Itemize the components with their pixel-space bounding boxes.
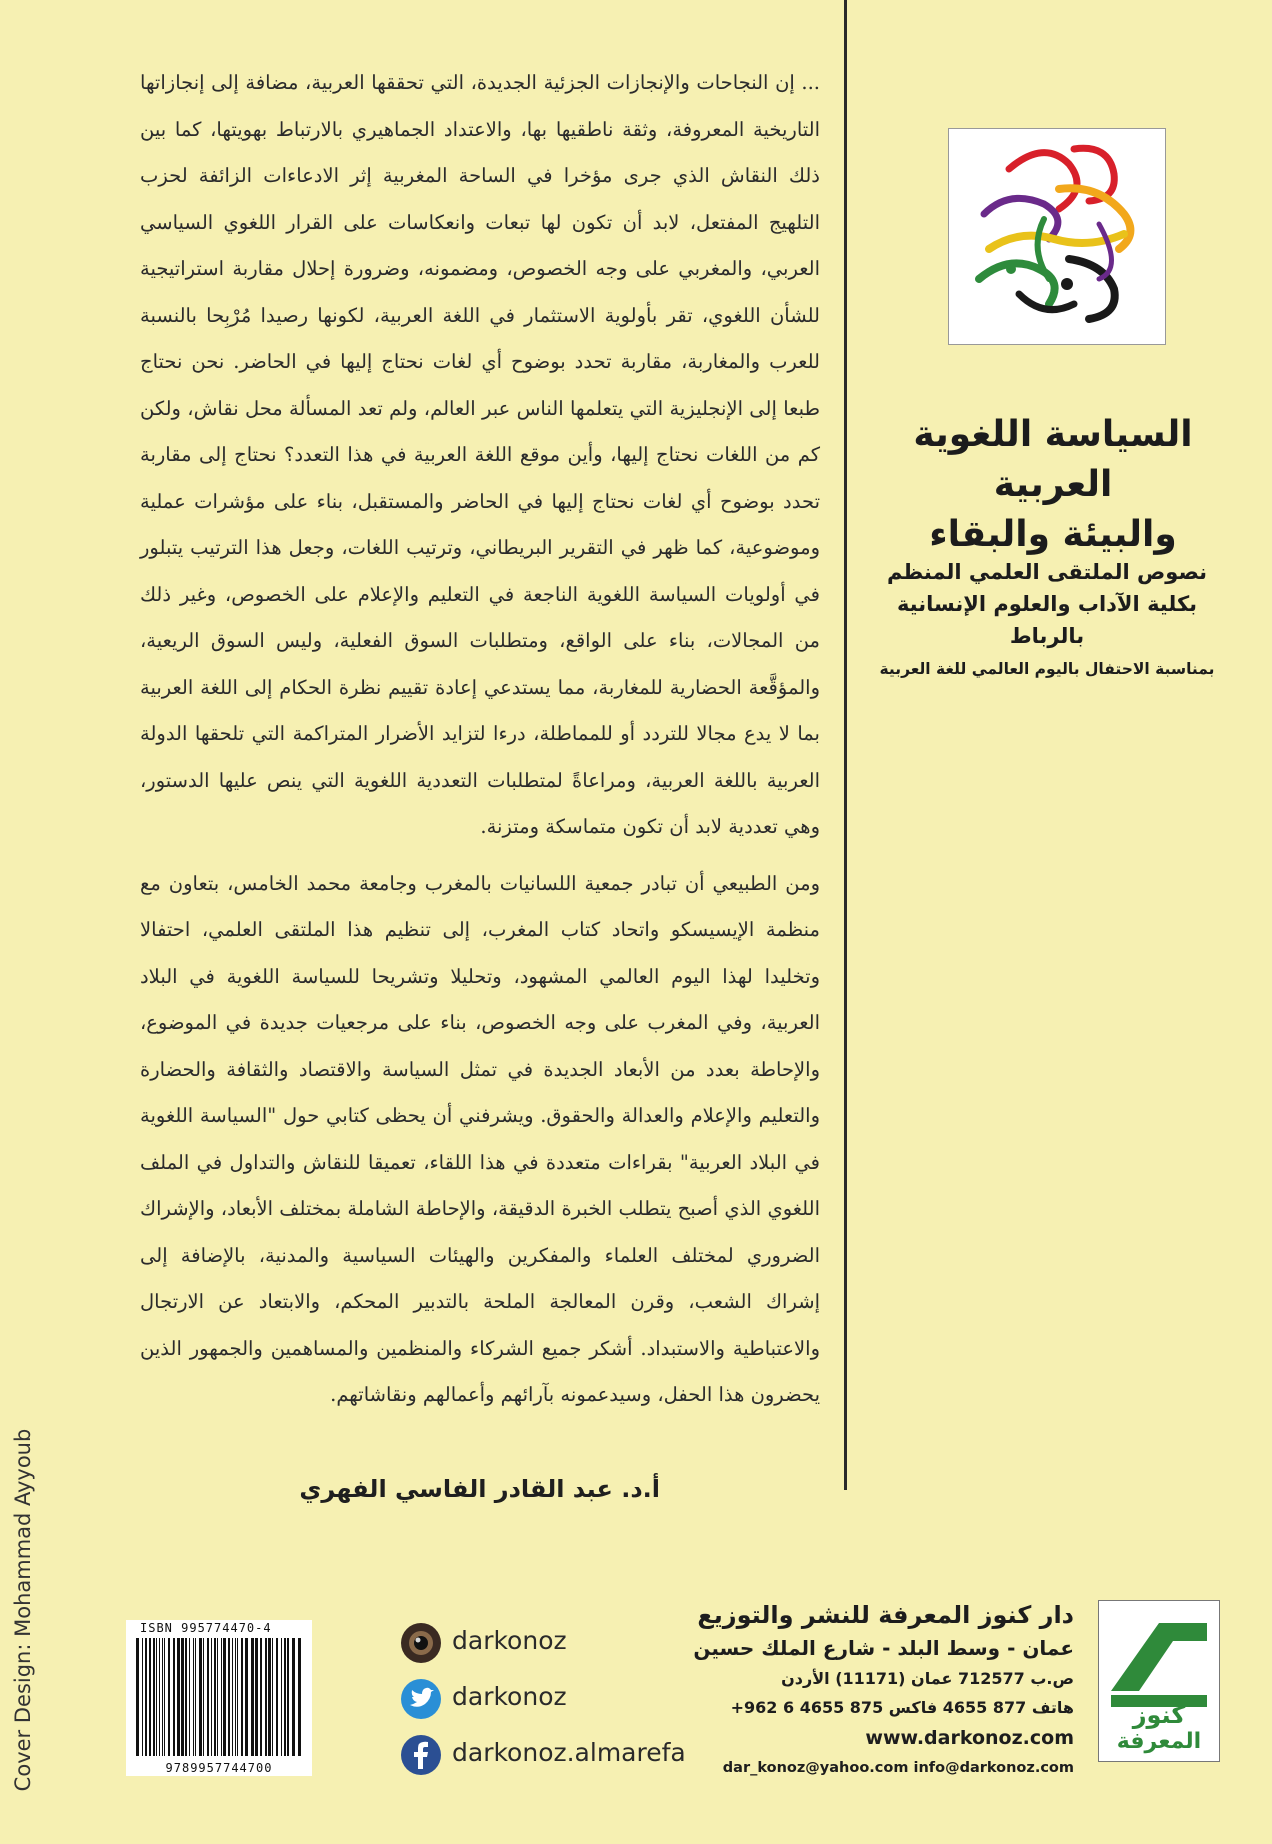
barcode-bar — [292, 1638, 295, 1756]
barcode-bar — [217, 1638, 218, 1756]
barcode-bar — [211, 1638, 212, 1756]
calligraphy-logo — [948, 128, 1166, 345]
barcode-bar — [298, 1638, 301, 1756]
barcode-bar — [255, 1638, 258, 1756]
instagram-handle: darkonoz — [452, 1626, 567, 1655]
paragraph-1: ... إن النجاحات والإنجازات الجزئية الجديدة، التي تحققها العربية، مضافة إلى إنجازاتها التاريخية المعروفة، وثقة ناطقيها بها، والاعتداد الجماهيري بالارتباط بهويتها، كما بين ذلك النقاش الذي جرى مؤخرا في الساحة المغربية إثر الادعاءات الزائفة لحزب التلهيج المفتعل، لابد أن تكون لها تبعات وانعكاسات على القرار اللغوي السياسي العربي، والمغربي على وجه الخصوص، ومضمونه، وضرورة إحلال مقاربة استراتيجية للشأن اللغوي، تقر بأولوية الاستثمار في اللغة العربية، لكونها رصيدا مُرْبِحا بالنسبة للعرب والمغاربة، مقاربة تحدد بوضوح أي لغات نحتاج إليها في الحاضر. نحن نحتاج طبعا إلى الإنجليزية التي يتعلمها الناس عبر العالم، ولم تعد المسألة محل نقاش، ولكن كم من اللغات نحتاج إليها، وأين موقع اللغة العربية في هذا التعدد؟ نحتاج إلى مقاربة تحدد بوضوح أي لغات نحتاج إليها في الحاضر والمستقبل، بناء على مؤشرات عملية وموضوعية، كما ظهر في التقرير البريطاني، وترتيب اللغات، وجعل هذا الترتيب يتبلور في أولويات السياسة اللغوية الناجعة في التعليم والإعلام على الخصوص، وغير ذلك من المجالات، بناء على الواقع، ومتطلبات السوق الفعلية، وليس السوق الريعية، والمؤقَّعة الحضارية للمغاربة، مما يستدعي إعادة تقييم نظرة الحكام إلى اللغة العربية بما لا يدع مجالا للتردد أو للمماطلة، درءا لتزايد الأضرار المتراكمة التي تلحقها الدولة العربية باللغة العربية، ومراعاةً لمتطلبات التعددية اللغوية التي ينص عليها الدستور، وهي تعددية لابد أن تكون متماسكة ومتزنة. — [140, 71, 820, 838]
twitter-bird-icon — [400, 1678, 442, 1720]
book-subtitle — [866, 556, 1228, 686]
book-title — [878, 410, 1228, 560]
barcode-bar — [281, 1638, 282, 1756]
barcode-bar — [195, 1638, 196, 1756]
barcode-bar — [177, 1638, 180, 1756]
twitter-handle: darkonoz — [452, 1682, 567, 1711]
publisher-address: عمان - وسط البلد - شارع الملك حسين — [693, 1636, 1074, 1660]
barcode-bar — [199, 1638, 202, 1756]
camera-icon — [400, 1622, 442, 1664]
barcode-bar — [168, 1638, 170, 1756]
barcode-bar — [162, 1638, 163, 1756]
barcode-bar — [272, 1638, 273, 1756]
cover-design-credit — [0, 1420, 46, 1800]
publisher-logo-word-1: كنوز — [1132, 1701, 1186, 1729]
barcode-bar — [189, 1638, 190, 1756]
subtitle-line-2: بكلية الآداب والعلوم الإنسانية بالرباط — [896, 592, 1198, 648]
barcode-bar — [149, 1638, 151, 1756]
back-cover-text — [140, 60, 820, 1419]
cover-design-text: Cover Design: Mohammad Ayyoub — [11, 1428, 35, 1792]
barcode-bar — [287, 1638, 289, 1756]
barcode-bar — [251, 1638, 254, 1756]
barcode-bar — [276, 1638, 278, 1756]
barcode-bar — [203, 1638, 204, 1756]
barcode-bar — [221, 1638, 222, 1756]
barcode-bar — [164, 1638, 165, 1756]
social-instagram[interactable] — [400, 1620, 700, 1668]
publisher-website[interactable]: www.darkonoz.com — [865, 1727, 1074, 1749]
publisher-name: دار كنوز المعرفة للنشر والتوزيع — [697, 1601, 1074, 1629]
barcode-bar — [185, 1638, 187, 1756]
barcode-bar — [207, 1638, 209, 1756]
barcode-bar — [265, 1638, 267, 1756]
author-signature: أ.د. عبد القادر الفاسي الفهري — [299, 1475, 660, 1503]
isbn-digits: 9789957744700 — [165, 1761, 273, 1775]
social-facebook[interactable] — [400, 1732, 700, 1780]
barcode-bar — [159, 1638, 160, 1756]
publisher-logo — [1098, 1600, 1220, 1762]
barcode-bar — [173, 1638, 175, 1756]
social-twitter[interactable] — [400, 1676, 700, 1724]
publisher-emails[interactable]: dar_konoz@yahoo.com info@darkonoz.com — [722, 1760, 1074, 1776]
publisher-logo-word-2: المعرفة — [1116, 1729, 1202, 1754]
facebook-icon — [400, 1734, 442, 1776]
barcode-bar — [232, 1638, 233, 1756]
book-title-line-2: والبيئة والبقاء — [929, 514, 1177, 555]
barcode-bar — [223, 1638, 226, 1756]
barcode-bar — [284, 1638, 286, 1756]
publisher-pobox: ص.ب 712577 عمان (11171) الأردن — [781, 1669, 1074, 1688]
barcode-bar — [245, 1638, 248, 1756]
calligraphy-emblem-icon — [949, 129, 1165, 344]
barcode-bar — [181, 1638, 184, 1756]
book-title-line-1: السياسة اللغوية العربية — [913, 414, 1193, 505]
subtitle-line-3: بمناسبة الاحتفال باليوم العالمي للغة العربية — [879, 660, 1215, 678]
barcode-bar — [153, 1638, 155, 1756]
isbn-barcode — [126, 1620, 312, 1776]
publisher-info — [690, 1598, 1074, 1782]
subtitle-line-1: نصوص الملتقى العلمي المنظم — [886, 560, 1208, 584]
barcode-bar — [156, 1638, 157, 1756]
barcode-bar — [260, 1638, 262, 1756]
isbn-label: ISBN 995774470-4 — [140, 1621, 272, 1635]
barcode-bar — [268, 1638, 271, 1756]
barcode-bar — [145, 1638, 147, 1756]
barcode-bar — [142, 1638, 143, 1756]
facebook-handle: darkonoz.almarefa — [452, 1738, 686, 1767]
publisher-phones: هاتف 877 4655 فاكس 875 4655 6 962+ — [730, 1698, 1074, 1717]
barcode-bar — [237, 1638, 238, 1756]
column-divider — [844, 0, 847, 1490]
barcode-bar — [235, 1638, 236, 1756]
barcode-bar — [214, 1638, 216, 1756]
barcode-bar — [228, 1638, 230, 1756]
paragraph-2: ومن الطبيعي أن تبادر جمعية اللسانيات بالمغرب وجامعة محمد الخامس، بتعاون مع منظمة الإيسيسكو واتحاد كتاب المغرب، إلى تنظيم هذا الملتقى العلمي، احتفالا وتخليدا لهذا اليوم العالمي المشهود، وتحليلا وتشريحا للسياسة اللغوية في البلاد العربية، وفي المغرب على وجه الخصوص، بناء على مرجعيات جديدة في الموضوع، والإحاطة بعدد من الأبعاد الجديدة في تمثل السياسة والاقتصاد والثقافة والحضارة والتعليم والإعلام والعدالة والحقوق. ويشرفني أن يحظى كتابي حول "السياسة اللغوية في البلاد العربية" بقراءات متعددة في هذا اللقاء، تعميقا للنقاش والتداول في الملف اللغوي الذي أصبح يتطلب الخبرة الدقيقة، والإحاطة الشاملة بمختلف الأبعاد، والإشراك الضروري لمختلف العلماء والمفكرين والهيئات السياسية والمدنية، بالإضافة إلى إشراك الشعب، وقرن المعالجة الملحة بالتدبير المحكم، والابتعاد عن الارتجال والاعتباطية والاستبداد. أشكر جميع الشركاء والمنظمين والمساهمين والجمهور الذين يحضرون هذا الحفل، وسيدعمونه بآرائهم وأعمالهم ونقاشاتهم. — [140, 871, 820, 1406]
barcode-bar — [241, 1638, 243, 1756]
barcode-bar — [136, 1638, 139, 1756]
barcode-bars-icon — [126, 1620, 312, 1776]
barcode-bar — [193, 1638, 194, 1756]
